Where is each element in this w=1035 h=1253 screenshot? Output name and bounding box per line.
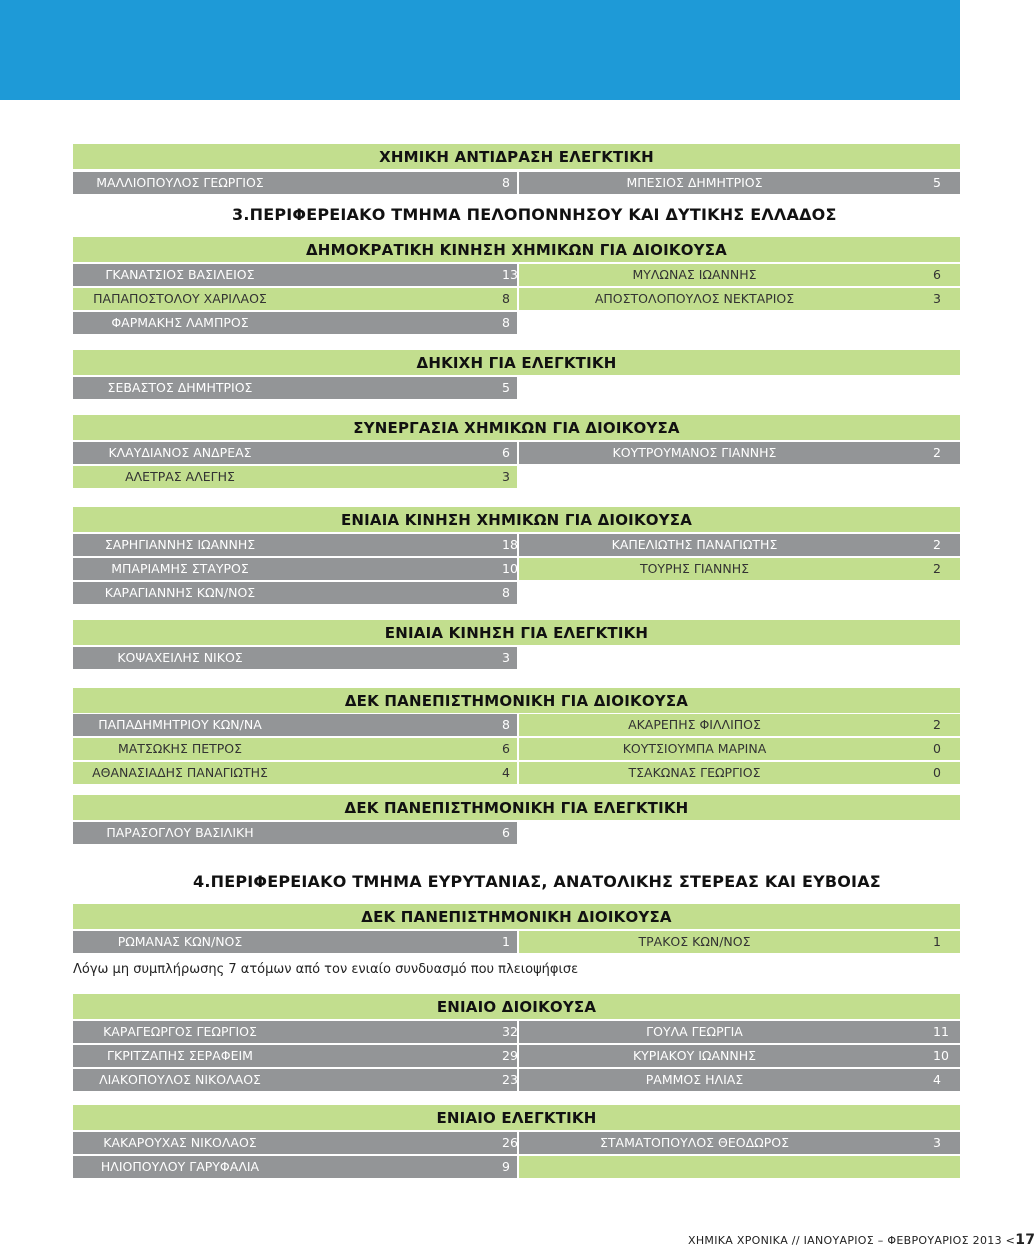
- candidate-name: ΚΛΑΥΔΙΑΝΟΣ ΑΝΔΡΕΑΣ: [108, 445, 252, 460]
- candidate-row: [73, 442, 517, 464]
- candidate-name: ΚΟΥΤΣΙΟΥΜΠΑ ΜΑΡΙΝΑ: [622, 741, 767, 756]
- candidate-name: ΣΑΡΗΓΙΑΝΝΗΣ ΙΩΑΝΝΗΣ: [104, 537, 256, 552]
- vote-count: 3: [502, 469, 510, 484]
- list-title: ΕΝΙΑΙΟ ΔΙΟΙΚΟΥΣΑ: [73, 994, 960, 1019]
- candidate-name: ΤΣΑΚΩΝΑΣ ΓΕΩΡΓΙΟΣ: [628, 765, 761, 780]
- list-title: ΧΗΜΙΚΗ ΑΝΤΙΔΡΑΣΗ ΕΛΕΓΚΤΙΚΗ: [73, 144, 960, 169]
- candidate-name: ΜΥΛΩΝΑΣ ΙΩΑΝΝΗΣ: [632, 267, 757, 282]
- vote-count: 23: [502, 1072, 518, 1087]
- candidate-name: ΑΘΑΝΑΣΙΑΔΗΣ ΠΑΝΑΓΙΩΤΗΣ: [92, 765, 268, 780]
- list-title: ΕΝΙΑΙΟ ΕΛΕΓΚΤΙΚΗ: [73, 1105, 960, 1130]
- candidate-name: ΤΟΥΡΗΣ ΓΙΑΝΝΗΣ: [639, 561, 750, 576]
- list-title: ΔΗΜΟΚΡΑΤΙΚΗ ΚΙΝΗΣΗ ΧΗΜΙΚΩΝ ΓΙΑ ΔΙΟΙΚΟΥΣΑ: [73, 237, 960, 262]
- vote-count: 2: [933, 717, 941, 732]
- vote-count: 2: [933, 445, 941, 460]
- candidate-name: ΚΑΠΕΛΙΩΤΗΣ ΠΑΝΑΓΙΩΤΗΣ: [611, 537, 778, 552]
- candidate-row: [73, 1021, 517, 1043]
- candidate-row: [519, 714, 960, 736]
- candidate-row: [73, 558, 517, 580]
- candidate-row: [73, 1132, 517, 1154]
- candidate-name: ΠΑΠΑΠΟΣΤΟΛΟΥ ΧΑΡΙΛΑΟΣ: [93, 291, 267, 306]
- vote-count: 8: [502, 315, 510, 330]
- section-heading: 4.ΠΕΡΙΦΕΡΕΙΑΚΟ ΤΜΗΜΑ ΕΥΡΥΤΑΝΙΑΣ, ΑΝΑΤΟΛΙΚΗΣ ΣΤΕΡΕΑΣ ΚΑΙ ΕΥΒΟΙΑΣ: [193, 872, 881, 891]
- candidate-name: ΤΡΑΚΟΣ ΚΩΝ/ΝΟΣ: [638, 934, 751, 949]
- vote-count: 1: [933, 934, 941, 949]
- vote-count: 2: [933, 537, 941, 552]
- candidate-row: [519, 534, 960, 556]
- candidate-row: [519, 558, 960, 580]
- candidate-name: ΠΑΡΑΣΟΓΛΟΥ ΒΑΣΙΛΙΚΗ: [106, 825, 254, 840]
- candidate-row: [73, 466, 517, 488]
- section-heading: 3.ΠΕΡΙΦΕΡΕΙΑΚΟ ΤΜΗΜΑ ΠΕΛΟΠΟΝΝΗΣΟΥ ΚΑΙ ΔΥΤΙΚΗΣ ΕΛΛΑΔΟΣ: [232, 205, 837, 224]
- candidate-name: ΑΚΑΡΕΠΗΣ ΦΙΛΛΙΠΟΣ: [628, 717, 761, 732]
- candidate-row: [73, 1156, 517, 1178]
- vote-count: 5: [933, 175, 941, 190]
- candidate-name: ΛΙΑΚΟΠΟΥΛΟΣ ΝΙΚΟΛΑΟΣ: [99, 1072, 261, 1087]
- candidate-name: ΚΑΡΑΓΙΑΝΝΗΣ ΚΩΝ/ΝΟΣ: [104, 585, 256, 600]
- vote-count: 4: [933, 1072, 941, 1087]
- candidate-row: [73, 312, 517, 334]
- vote-count: 0: [933, 741, 941, 756]
- vote-count: 8: [502, 585, 510, 600]
- candidate-row: [73, 714, 517, 736]
- vote-count: 6: [502, 825, 510, 840]
- vote-count: 2: [933, 561, 941, 576]
- candidate-row: [519, 1021, 960, 1043]
- vote-count: 4: [502, 765, 510, 780]
- vote-count: 29: [502, 1048, 518, 1063]
- vote-count: 8: [502, 717, 510, 732]
- header-band: [0, 0, 960, 100]
- candidate-row: [73, 582, 517, 604]
- candidate-name: ΓΚΑΝΑΤΣΙΟΣ ΒΑΣΙΛΕΙΟΣ: [105, 267, 255, 282]
- candidate-name: ΓΚΡΙΤΖΑΠΗΣ ΣΕΡΑΦΕΙΜ: [107, 1048, 253, 1063]
- note-text: Λόγω μη συμπλήρωσης 7 ατόμων από τον ενιαίο συνδυασμό που πλειοψήφισε: [73, 962, 579, 977]
- list-title: ΣΥΝΕΡΓΑΣΙΑ ΧΗΜΙΚΩΝ ΓΙΑ ΔΙΟΙΚΟΥΣΑ: [73, 415, 960, 440]
- candidate-row: [519, 1132, 960, 1154]
- footer-text: ΧΗΜΙΚΑ ΧΡΟΝΙΚΑ // ΙΑΝΟΥΑΡΙΟΣ – ΦΕΒΡΟΥΑΡΙΟΣ 2013 <: [688, 1234, 1016, 1247]
- candidate-name: ΚΟΨΑΧΕΙΛΗΣ ΝΙΚΟΣ: [117, 650, 243, 665]
- vote-count: 8: [502, 291, 510, 306]
- candidate-name: ΑΠΟΣΤΟΛΟΠΟΥΛΟΣ ΝΕΚΤΑΡΙΟΣ: [594, 291, 795, 306]
- list-title: ΔΕΚ ΠΑΝΕΠΙΣΤΗΜΟΝΙΚΗ ΓΙΑ ΕΛΕΓΚΤΙΚΗ: [73, 795, 960, 820]
- candidate-row: [73, 738, 517, 760]
- candidate-row: [73, 762, 517, 784]
- vote-count: 3: [933, 291, 941, 306]
- vote-count: 3: [502, 650, 510, 665]
- candidate-name: ΑΛΕΤΡΑΣ ΑΛΕΓΗΣ: [125, 469, 235, 484]
- candidate-name: ΜΠΕΣΙΟΣ ΔΗΜΗΤΡΙΟΣ: [626, 175, 763, 190]
- candidate-row: [73, 822, 517, 844]
- candidate-name: ΡΑΜΜΟΣ ΗΛΙΑΣ: [645, 1072, 744, 1087]
- candidate-name: ΗΛΙΟΠΟΥΛΟΥ ΓΑΡΥΦΑΛΙΑ: [100, 1159, 260, 1174]
- vote-count: 6: [502, 741, 510, 756]
- candidate-name: ΜΑΛΛΙΟΠΟΥΛΟΣ ΓΕΩΡΓΙΟΣ: [96, 175, 264, 190]
- candidate-name: ΠΑΠΑΔΗΜΗΤΡΙΟΥ ΚΩΝ/ΝΑ: [98, 717, 262, 732]
- candidate-name: ΚΑΡΑΓΕΩΡΓΟΣ ΓΕΩΡΓΙΟΣ: [103, 1024, 257, 1039]
- candidate-row: [73, 172, 517, 194]
- candidate-name: ΚΑΚΑΡΟΥΧΑΣ ΝΙΚΟΛΑΟΣ: [103, 1135, 257, 1150]
- vote-count: 13: [502, 267, 518, 282]
- candidate-name: ΡΩΜΑΝΑΣ ΚΩΝ/ΝΟΣ: [117, 934, 243, 949]
- candidate-row: [519, 762, 960, 784]
- vote-count: 0: [933, 765, 941, 780]
- candidate-row: [519, 442, 960, 464]
- vote-count: 1: [502, 934, 510, 949]
- vote-count: 26: [502, 1135, 518, 1150]
- candidate-name: ΓΟΥΛΑ ΓΕΩΡΓΙΑ: [646, 1024, 743, 1039]
- candidate-row: [519, 738, 960, 760]
- empty-cell: [519, 1156, 960, 1178]
- candidate-row: [73, 534, 517, 556]
- list-title: ΔΕΚ ΠΑΝΕΠΙΣΤΗΜΟΝΙΚΗ ΓΙΑ ΔΙΟΙΚΟΥΣΑ: [73, 688, 960, 713]
- list-title: ΕΝΙΑΙΑ ΚΙΝΗΣΗ ΧΗΜΙΚΩΝ ΓΙΑ ΔΙΟΙΚΟΥΣΑ: [73, 507, 960, 532]
- vote-count: 5: [502, 380, 510, 395]
- candidate-row: [73, 1069, 517, 1091]
- candidate-name: ΜΑΤΣΩΚΗΣ ΠΕΤΡΟΣ: [117, 741, 243, 756]
- candidate-row: [73, 931, 517, 953]
- candidate-row: [519, 1045, 960, 1067]
- vote-count: 18: [502, 537, 518, 552]
- list-title: ΔΕΚ ΠΑΝΕΠΙΣΤΗΜΟΝΙΚΗ ΔΙΟΙΚΟΥΣΑ: [73, 904, 960, 929]
- candidate-row: [73, 1045, 517, 1067]
- candidate-name: ΣΤΑΜΑΤΟΠΟΥΛΟΣ ΘΕΟΔΩΡΟΣ: [600, 1135, 789, 1150]
- candidate-name: ΜΠΑΡΙΑΜΗΣ ΣΤΑΥΡΟΣ: [111, 561, 249, 576]
- candidate-row: [519, 172, 960, 194]
- candidate-row: [519, 1069, 960, 1091]
- page-footer: [688, 1232, 1035, 1248]
- vote-count: 32: [502, 1024, 518, 1039]
- list-title: ΕΝΙΑΙΑ ΚΙΝΗΣΗ ΓΙΑ ΕΛΕΓΚΤΙΚΗ: [73, 620, 960, 645]
- vote-count: 8: [502, 175, 510, 190]
- candidate-row: [519, 931, 960, 953]
- vote-count: 9: [502, 1159, 510, 1174]
- vote-count: 10: [502, 561, 518, 576]
- candidate-name: ΣΕΒΑΣΤΟΣ ΔΗΜΗΤΡΙΟΣ: [107, 380, 253, 395]
- list-title: ΔΗΚΙΧΗ ΓΙΑ ΕΛΕΓΚΤΙΚΗ: [73, 350, 960, 375]
- vote-count: 3: [933, 1135, 941, 1150]
- candidate-name: ΦΑΡΜΑΚΗΣ ΛΑΜΠΡΟΣ: [111, 315, 249, 330]
- vote-count: 6: [933, 267, 941, 282]
- vote-count: 11: [933, 1024, 949, 1039]
- candidate-name: ΚΥΡΙΑΚΟΥ ΙΩΑΝΝΗΣ: [632, 1048, 757, 1063]
- vote-count: 10: [933, 1048, 949, 1063]
- candidate-row: [519, 264, 960, 286]
- candidate-row: [73, 264, 517, 286]
- candidate-row: [519, 288, 960, 310]
- candidate-row: [73, 647, 517, 669]
- candidate-row: [73, 377, 517, 399]
- vote-count: 6: [502, 445, 510, 460]
- page-number: 17: [1015, 1232, 1035, 1248]
- candidate-row: [73, 288, 517, 310]
- candidate-name: ΚΟΥΤΡΟΥΜΑΝΟΣ ΓΙΑΝΝΗΣ: [612, 445, 777, 460]
